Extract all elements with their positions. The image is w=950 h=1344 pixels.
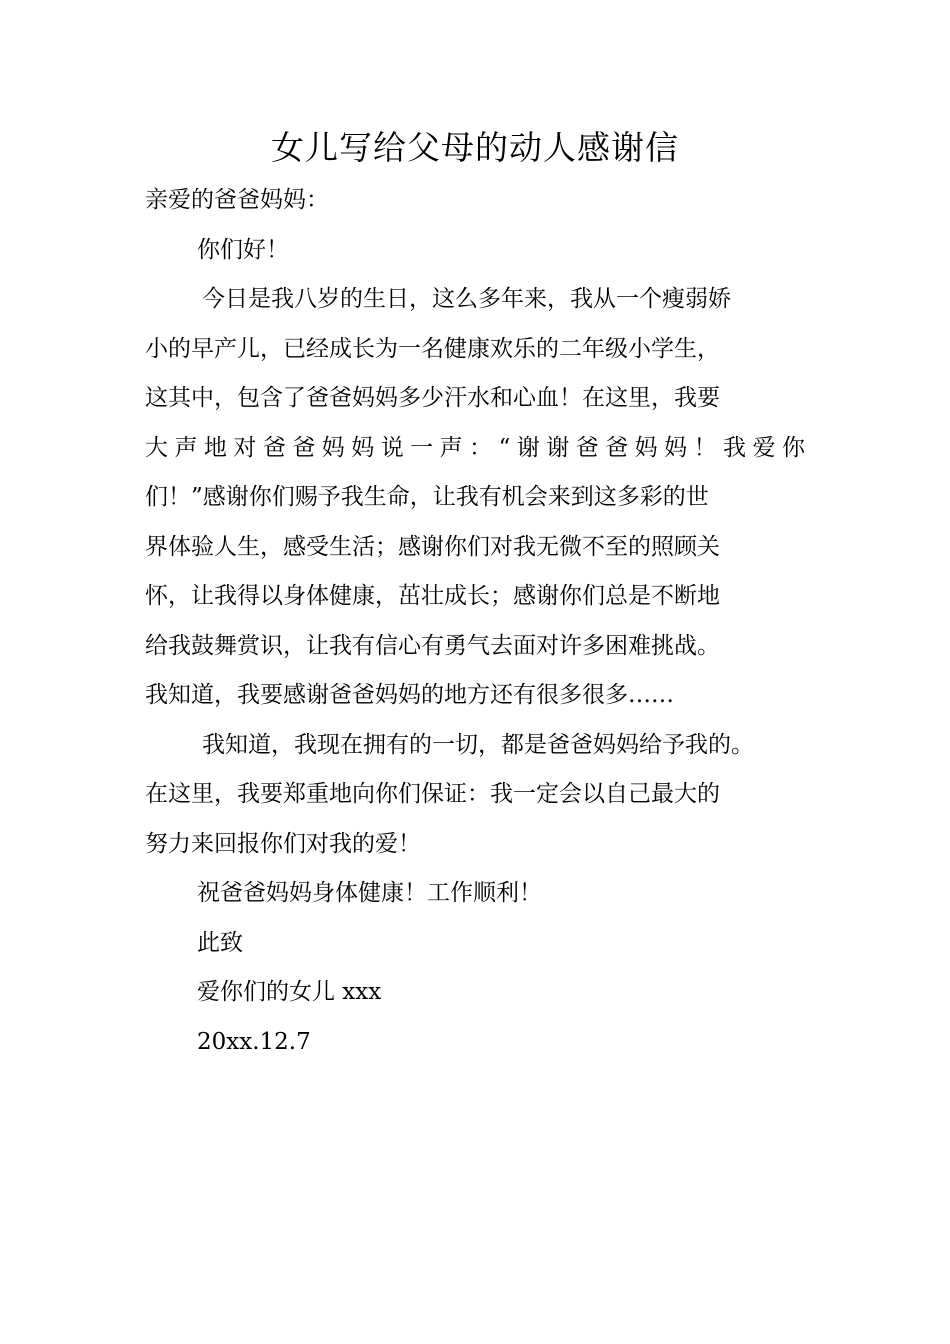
paragraph1-line-5: 们！”感谢你们赐予我生命，让我有机会来到这多彩的世 [145,484,709,510]
salutation: 亲爱的爸爸妈妈： [145,187,329,213]
closing-line: 此致 [197,929,243,956]
paragraph1-line-1: 今日是我八岁的生日，这么多年来，我从一个瘦弱娇 [202,286,731,312]
date-line: 20xx.12.7 [197,1028,311,1055]
paragraph1-line-3: 这其中，包含了爸爸妈妈多少汗水和心血！在这里，我要 [145,385,720,411]
paragraph1-line-6: 界体验人生，感受生活；感谢你们对我无微不至的照顾关 [145,533,720,560]
letter-body [145,176,835,1067]
paragraph2-line-1: 我知道，我现在拥有的一切，都是爸爸妈妈给予我的。 [202,731,754,758]
paragraph2-line-2: 在这里，我要郑重地向你们保证：我一定会以自己最大的 [145,781,720,807]
paragraph1-line-2: 小的早产儿，已经成长为一名健康欢乐的二年级小学生， [145,335,720,362]
signature-line: 爱你们的女儿 xxx [197,979,382,1005]
wish-line: 祝爸爸妈妈身体健康！工作顺利！ [197,880,542,906]
paragraph1-line-4: 大声地对爸爸妈妈说一声：“谢谢爸爸妈妈！我爱你 [145,434,805,461]
document-title: 女儿写给父母的动人感谢信 [271,128,679,167]
paragraph1-line-8: 给我鼓舞赏识，让我有信心有勇气去面对许多困难挑战。 [145,632,720,659]
paragraph1-line-9: 我知道，我要感谢爸爸妈妈的地方还有很多很多…… [145,682,674,708]
paragraph1-line-7: 怀，让我得以身体健康，茁壮成长；感谢你们总是不断地 [145,583,720,609]
greeting: 你们好！ [197,236,289,263]
paragraph2-line-3: 努力来回报你们对我的爱！ [145,830,421,857]
